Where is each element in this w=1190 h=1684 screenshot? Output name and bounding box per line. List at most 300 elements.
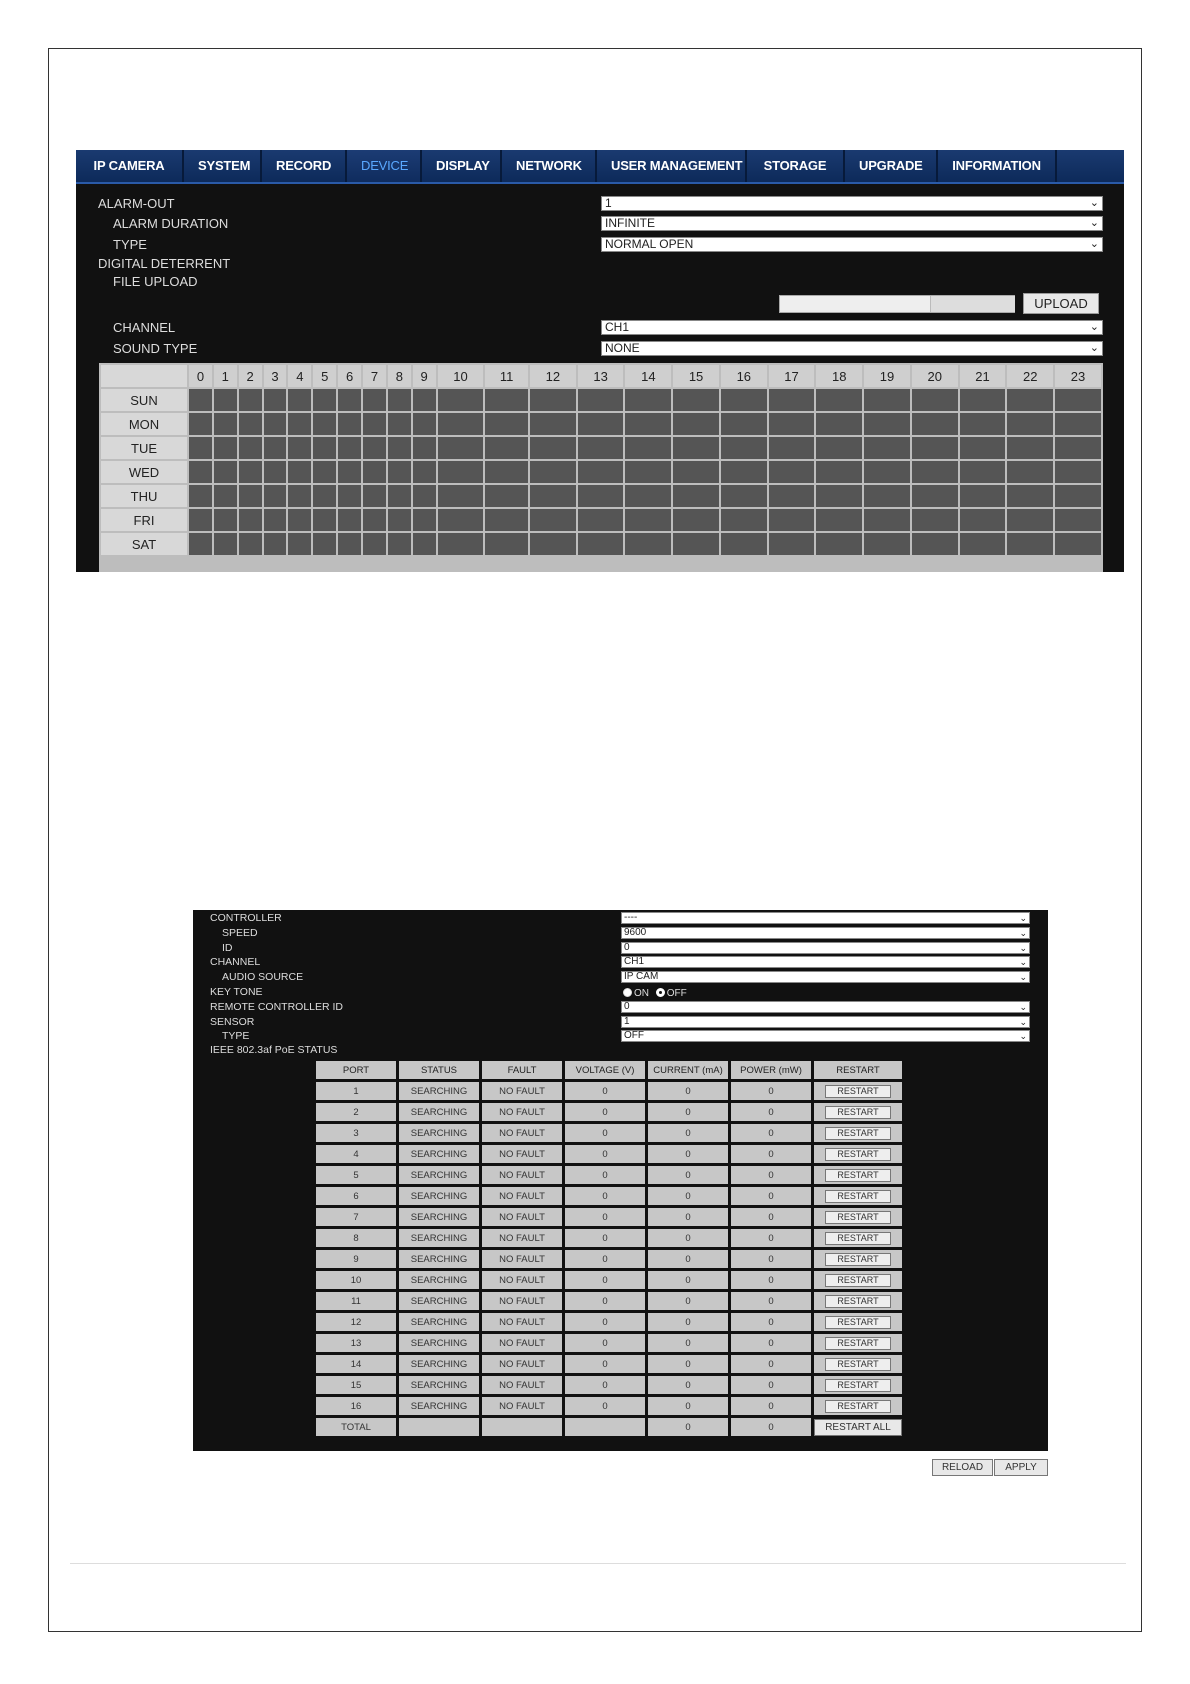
schedule-cell[interactable] bbox=[673, 485, 719, 507]
schedule-cell[interactable] bbox=[769, 389, 815, 411]
schedule-day-label[interactable]: TUE bbox=[101, 437, 187, 459]
schedule-cell[interactable] bbox=[530, 461, 576, 483]
schedule-cell[interactable] bbox=[214, 461, 237, 483]
schedule-cell[interactable] bbox=[721, 461, 767, 483]
schedule-cell[interactable] bbox=[1055, 389, 1101, 411]
schedule-cell[interactable] bbox=[288, 413, 311, 435]
schedule-cell[interactable] bbox=[214, 437, 237, 459]
poe-total-empty bbox=[482, 1418, 562, 1436]
schedule-cell[interactable] bbox=[288, 389, 311, 411]
restart-port-button[interactable]: RESTART bbox=[825, 1232, 891, 1245]
poe-restart-cell bbox=[814, 1355, 902, 1373]
restart-port-button[interactable]: RESTART bbox=[825, 1358, 891, 1371]
poe-power-cell: 0 bbox=[731, 1292, 811, 1310]
schedule-cell[interactable] bbox=[413, 461, 436, 483]
sensor-type-select[interactable] bbox=[621, 1030, 1030, 1042]
schedule-hour-header[interactable]: 18 bbox=[816, 365, 862, 387]
schedule-cell[interactable] bbox=[239, 413, 262, 435]
alarm-duration-value: INFINITE bbox=[605, 216, 655, 230]
poe-voltage-cell: 0 bbox=[565, 1124, 645, 1142]
schedule-cell[interactable] bbox=[912, 389, 958, 411]
tab-upgrade[interactable]: UPGRADE bbox=[845, 150, 938, 182]
restart-port-button[interactable]: RESTART bbox=[825, 1316, 891, 1329]
schedule-hour-header[interactable]: 11 bbox=[485, 365, 528, 387]
schedule-cell[interactable] bbox=[864, 533, 910, 555]
schedule-cell[interactable] bbox=[1007, 389, 1053, 411]
schedule-hour-header[interactable]: 22 bbox=[1007, 365, 1053, 387]
schedule-cell[interactable] bbox=[413, 437, 436, 459]
schedule-hour-header[interactable]: 3 bbox=[264, 365, 287, 387]
tab-display[interactable]: DISPLAY bbox=[422, 150, 502, 182]
schedule-cell[interactable] bbox=[912, 413, 958, 435]
schedule-cell[interactable] bbox=[721, 389, 767, 411]
schedule-cell[interactable] bbox=[214, 533, 237, 555]
type-select[interactable] bbox=[601, 237, 1103, 252]
restart-port-button[interactable]: RESTART bbox=[825, 1400, 891, 1413]
schedule-cell[interactable] bbox=[769, 533, 815, 555]
schedule-cell[interactable] bbox=[864, 509, 910, 531]
schedule-cell[interactable] bbox=[578, 413, 624, 435]
schedule-cell[interactable] bbox=[338, 485, 361, 507]
schedule-cell[interactable] bbox=[363, 413, 386, 435]
schedule-cell[interactable] bbox=[363, 461, 386, 483]
schedule-cell[interactable] bbox=[673, 437, 719, 459]
schedule-cell[interactable] bbox=[189, 533, 212, 555]
tab-network[interactable]: NETWORK bbox=[502, 150, 597, 182]
schedule-cell[interactable] bbox=[864, 437, 910, 459]
key-tone-on-radio[interactable] bbox=[623, 988, 632, 997]
channel-label-2: CHANNEL bbox=[210, 956, 261, 968]
schedule-cell[interactable] bbox=[438, 461, 484, 483]
schedule-cell[interactable] bbox=[338, 509, 361, 531]
schedule-cell[interactable] bbox=[485, 437, 528, 459]
schedule-cell[interactable] bbox=[625, 509, 671, 531]
schedule-cell[interactable] bbox=[960, 437, 1006, 459]
schedule-cell[interactable] bbox=[1007, 437, 1053, 459]
poe-row bbox=[316, 1166, 902, 1184]
channel-value: CH1 bbox=[605, 320, 630, 334]
schedule-cell[interactable] bbox=[214, 509, 237, 531]
schedule-cell[interactable] bbox=[625, 461, 671, 483]
poe-restart-cell bbox=[814, 1082, 902, 1100]
schedule-hour-header[interactable]: 9 bbox=[413, 365, 436, 387]
schedule-cell[interactable] bbox=[816, 437, 862, 459]
file-path-input[interactable] bbox=[779, 295, 1015, 313]
schedule-cell[interactable] bbox=[189, 509, 212, 531]
schedule-cell[interactable] bbox=[338, 437, 361, 459]
schedule-cell[interactable] bbox=[485, 485, 528, 507]
schedule-cell[interactable] bbox=[1055, 413, 1101, 435]
schedule-cell[interactable] bbox=[214, 389, 237, 411]
sensor-select[interactable] bbox=[621, 1016, 1030, 1028]
schedule-cell[interactable] bbox=[673, 533, 719, 555]
schedule-cell[interactable] bbox=[1055, 485, 1101, 507]
schedule-cell[interactable] bbox=[530, 509, 576, 531]
schedule-day-label[interactable]: THU bbox=[101, 485, 187, 507]
schedule-cell[interactable] bbox=[485, 461, 528, 483]
apply-button[interactable]: APPLY bbox=[994, 1459, 1048, 1476]
id-value: 0 bbox=[624, 942, 630, 953]
schedule-cell[interactable] bbox=[816, 509, 862, 531]
schedule-cell[interactable] bbox=[912, 485, 958, 507]
schedule-cell[interactable] bbox=[413, 485, 436, 507]
schedule-hour-header[interactable]: 16 bbox=[721, 365, 767, 387]
schedule-cell[interactable] bbox=[673, 389, 719, 411]
poe-total-current: 0 bbox=[648, 1418, 728, 1436]
restart-port-button[interactable]: RESTART bbox=[825, 1274, 891, 1287]
schedule-cell[interactable] bbox=[816, 461, 862, 483]
schedule-cell[interactable] bbox=[530, 413, 576, 435]
schedule-cell[interactable] bbox=[363, 389, 386, 411]
schedule-cell[interactable] bbox=[264, 413, 287, 435]
schedule-cell[interactable] bbox=[673, 509, 719, 531]
schedule-cell[interactable] bbox=[438, 533, 484, 555]
poe-status-label: IEEE 802.3af PoE STATUS bbox=[210, 1044, 338, 1056]
channel-select-2[interactable] bbox=[621, 956, 1030, 968]
schedule-hour-header[interactable]: 1 bbox=[214, 365, 237, 387]
schedule-cell[interactable] bbox=[625, 485, 671, 507]
poe-restart-cell bbox=[814, 1229, 902, 1247]
poe-row bbox=[316, 1145, 902, 1163]
schedule-day-label[interactable]: MON bbox=[101, 413, 187, 435]
schedule-cell[interactable] bbox=[338, 461, 361, 483]
schedule-cell[interactable] bbox=[912, 461, 958, 483]
schedule-cell[interactable] bbox=[864, 461, 910, 483]
schedule-cell[interactable] bbox=[1055, 533, 1101, 555]
schedule-cell[interactable] bbox=[673, 413, 719, 435]
poe-status-cell: SEARCHING bbox=[399, 1145, 479, 1163]
schedule-cell[interactable] bbox=[960, 413, 1006, 435]
poe-voltage-cell: 0 bbox=[565, 1082, 645, 1100]
schedule-cell[interactable] bbox=[912, 533, 958, 555]
alarm-duration-label: ALARM DURATION bbox=[113, 216, 229, 231]
schedule-hour-header[interactable]: 0 bbox=[189, 365, 212, 387]
schedule-cell[interactable] bbox=[1055, 509, 1101, 531]
schedule-cell[interactable] bbox=[288, 485, 311, 507]
schedule-cell[interactable] bbox=[625, 533, 671, 555]
schedule-cell[interactable] bbox=[313, 437, 336, 459]
tab-device[interactable]: DEVICE bbox=[347, 150, 422, 182]
schedule-cell[interactable] bbox=[1055, 461, 1101, 483]
schedule-cell[interactable] bbox=[673, 461, 719, 483]
schedule-cell[interactable] bbox=[530, 485, 576, 507]
tab-system[interactable]: SYSTEM bbox=[184, 150, 262, 182]
schedule-cell[interactable] bbox=[264, 461, 287, 483]
schedule-cell[interactable] bbox=[239, 533, 262, 555]
schedule-cell[interactable] bbox=[313, 533, 336, 555]
schedule-day-label[interactable]: SAT bbox=[101, 533, 187, 555]
schedule-cell[interactable] bbox=[864, 389, 910, 411]
schedule-cell[interactable] bbox=[288, 461, 311, 483]
channel-value-2: CH1 bbox=[624, 956, 645, 967]
poe-column-header: CURRENT (mA) bbox=[648, 1061, 728, 1079]
poe-total-empty bbox=[399, 1418, 479, 1436]
schedule-cell[interactable] bbox=[1007, 413, 1053, 435]
schedule-cell[interactable] bbox=[438, 413, 484, 435]
poe-row bbox=[316, 1124, 902, 1142]
schedule-cell[interactable] bbox=[816, 485, 862, 507]
upload-button[interactable]: UPLOAD bbox=[1023, 293, 1099, 314]
schedule-cell[interactable] bbox=[288, 509, 311, 531]
tab-bar bbox=[76, 150, 1124, 184]
schedule-cell[interactable] bbox=[769, 413, 815, 435]
poe-fault-cell: NO FAULT bbox=[482, 1229, 562, 1247]
schedule-day-label[interactable]: WED bbox=[101, 461, 187, 483]
schedule-cell[interactable] bbox=[721, 509, 767, 531]
schedule-cell[interactable] bbox=[721, 413, 767, 435]
schedule-cell[interactable] bbox=[338, 533, 361, 555]
key-tone-radio-group bbox=[623, 988, 687, 999]
schedule-cell[interactable] bbox=[264, 389, 287, 411]
schedule-cell[interactable] bbox=[189, 389, 212, 411]
schedule-cell[interactable] bbox=[438, 485, 484, 507]
schedule-cell[interactable] bbox=[769, 461, 815, 483]
schedule-cell[interactable] bbox=[388, 413, 411, 435]
schedule-cell[interactable] bbox=[578, 533, 624, 555]
chevron-down-icon: ⌄ bbox=[1089, 238, 1099, 250]
schedule-hour-header[interactable]: 8 bbox=[388, 365, 411, 387]
channel-select[interactable] bbox=[601, 320, 1103, 335]
schedule-cell[interactable] bbox=[816, 389, 862, 411]
poe-total-empty bbox=[565, 1418, 645, 1436]
schedule-hour-header[interactable]: 5 bbox=[313, 365, 336, 387]
schedule-cell[interactable] bbox=[530, 437, 576, 459]
schedule-cell[interactable] bbox=[864, 485, 910, 507]
schedule-cell[interactable] bbox=[960, 509, 1006, 531]
schedule-cell[interactable] bbox=[189, 437, 212, 459]
chevron-down-icon: ⌄ bbox=[1089, 217, 1099, 229]
schedule-cell[interactable] bbox=[960, 485, 1006, 507]
schedule-cell[interactable] bbox=[189, 461, 212, 483]
schedule-cell[interactable] bbox=[388, 389, 411, 411]
schedule-hour-header[interactable]: 6 bbox=[338, 365, 361, 387]
schedule-cell[interactable] bbox=[960, 461, 1006, 483]
poe-current-cell: 0 bbox=[648, 1250, 728, 1268]
schedule-cell[interactable] bbox=[721, 437, 767, 459]
schedule-cell[interactable] bbox=[264, 485, 287, 507]
schedule-cell[interactable] bbox=[816, 533, 862, 555]
poe-port-cell: 10 bbox=[316, 1271, 396, 1289]
schedule-cell[interactable] bbox=[413, 533, 436, 555]
schedule-hour-header[interactable]: 4 bbox=[288, 365, 311, 387]
schedule-cell[interactable] bbox=[485, 389, 528, 411]
poe-fault-cell: NO FAULT bbox=[482, 1271, 562, 1289]
schedule-cell[interactable] bbox=[288, 437, 311, 459]
schedule-cell[interactable] bbox=[363, 437, 386, 459]
poe-column-header: POWER (mW) bbox=[731, 1061, 811, 1079]
schedule-cell[interactable] bbox=[912, 437, 958, 459]
schedule-cell[interactable] bbox=[214, 413, 237, 435]
schedule-cell[interactable] bbox=[912, 509, 958, 531]
restart-port-button[interactable]: RESTART bbox=[825, 1190, 891, 1203]
schedule-cell[interactable] bbox=[485, 413, 528, 435]
schedule-cell[interactable] bbox=[313, 413, 336, 435]
restart-port-button[interactable]: RESTART bbox=[825, 1337, 891, 1350]
poe-current-cell: 0 bbox=[648, 1124, 728, 1142]
restart-port-button[interactable]: RESTART bbox=[825, 1295, 891, 1308]
schedule-cell[interactable] bbox=[485, 533, 528, 555]
chevron-down-icon: ⌄ bbox=[1019, 1017, 1027, 1027]
restart-port-button[interactable]: RESTART bbox=[825, 1379, 891, 1392]
schedule-cell[interactable] bbox=[413, 413, 436, 435]
schedule-cell[interactable] bbox=[264, 533, 287, 555]
schedule-cell[interactable] bbox=[721, 533, 767, 555]
restart-port-button[interactable]: RESTART bbox=[825, 1148, 891, 1161]
schedule-cell[interactable] bbox=[578, 485, 624, 507]
schedule-hour-header[interactable]: 2 bbox=[239, 365, 262, 387]
schedule-hour-header[interactable]: 23 bbox=[1055, 365, 1101, 387]
schedule-hour-header[interactable]: 14 bbox=[625, 365, 671, 387]
remote-controller-id-select[interactable] bbox=[621, 1001, 1030, 1013]
schedule-cell[interactable] bbox=[625, 389, 671, 411]
alarm-out-select[interactable] bbox=[601, 196, 1103, 211]
poe-restart-cell bbox=[814, 1250, 902, 1268]
tab-user-management[interactable]: USER MANAGEMENT bbox=[597, 150, 747, 182]
schedule-cell[interactable] bbox=[388, 437, 411, 459]
schedule-cell[interactable] bbox=[578, 389, 624, 411]
key-tone-off-radio[interactable] bbox=[656, 988, 665, 997]
schedule-cell[interactable] bbox=[438, 437, 484, 459]
poe-voltage-cell: 0 bbox=[565, 1166, 645, 1184]
poe-current-cell: 0 bbox=[648, 1229, 728, 1247]
schedule-cell[interactable] bbox=[313, 389, 336, 411]
tab-storage[interactable]: STORAGE bbox=[747, 150, 845, 182]
schedule-cell[interactable] bbox=[578, 461, 624, 483]
schedule-cell[interactable] bbox=[363, 509, 386, 531]
poe-power-cell: 0 bbox=[731, 1229, 811, 1247]
schedule-day-label[interactable]: FRI bbox=[101, 509, 187, 531]
schedule-cell[interactable] bbox=[189, 485, 212, 507]
schedule-cell[interactable] bbox=[438, 509, 484, 531]
schedule-hour-header[interactable]: 17 bbox=[769, 365, 815, 387]
schedule-cell[interactable] bbox=[313, 509, 336, 531]
schedule-hour-header[interactable]: 15 bbox=[673, 365, 719, 387]
schedule-cell[interactable] bbox=[338, 389, 361, 411]
tab-information[interactable]: INFORMATION bbox=[938, 150, 1057, 182]
schedule-cell[interactable] bbox=[313, 461, 336, 483]
schedule-cell[interactable] bbox=[769, 485, 815, 507]
sound-type-select[interactable] bbox=[601, 341, 1103, 356]
poe-fault-cell: NO FAULT bbox=[482, 1187, 562, 1205]
restart-all-button[interactable]: RESTART ALL bbox=[814, 1419, 902, 1436]
schedule-cell[interactable] bbox=[530, 389, 576, 411]
schedule-cell[interactable] bbox=[625, 437, 671, 459]
schedule-cell[interactable] bbox=[388, 533, 411, 555]
restart-port-button[interactable]: RESTART bbox=[825, 1253, 891, 1266]
schedule-hour-header[interactable]: 10 bbox=[438, 365, 484, 387]
schedule-cell[interactable] bbox=[960, 389, 1006, 411]
schedule-cell[interactable] bbox=[769, 437, 815, 459]
schedule-hour-header[interactable]: 7 bbox=[363, 365, 386, 387]
schedule-cell[interactable] bbox=[288, 533, 311, 555]
poe-voltage-cell: 0 bbox=[565, 1397, 645, 1415]
schedule-cell[interactable] bbox=[338, 413, 361, 435]
restart-port-button[interactable]: RESTART bbox=[825, 1106, 891, 1119]
schedule-cell[interactable] bbox=[816, 413, 862, 435]
schedule-cell[interactable] bbox=[239, 509, 262, 531]
poe-fault-cell: NO FAULT bbox=[482, 1292, 562, 1310]
restart-port-button[interactable]: RESTART bbox=[825, 1127, 891, 1140]
tab-record[interactable]: RECORD bbox=[262, 150, 347, 182]
schedule-cell[interactable] bbox=[864, 413, 910, 435]
schedule-cell[interactable] bbox=[578, 509, 624, 531]
schedule-cell[interactable] bbox=[388, 461, 411, 483]
poe-voltage-cell: 0 bbox=[565, 1103, 645, 1121]
poe-power-cell: 0 bbox=[731, 1376, 811, 1394]
id-select[interactable] bbox=[621, 942, 1030, 954]
schedule-cell[interactable] bbox=[485, 509, 528, 531]
schedule-cell[interactable] bbox=[264, 509, 287, 531]
schedule-cell[interactable] bbox=[363, 533, 386, 555]
audio-source-select[interactable] bbox=[621, 971, 1030, 983]
alarm-duration-select[interactable] bbox=[601, 216, 1103, 231]
restart-port-button[interactable]: RESTART bbox=[825, 1085, 891, 1098]
schedule-cell[interactable] bbox=[721, 485, 767, 507]
schedule-cell[interactable] bbox=[438, 389, 484, 411]
poe-column-header: FAULT bbox=[482, 1061, 562, 1079]
schedule-cell[interactable] bbox=[239, 437, 262, 459]
schedule-cell[interactable] bbox=[1007, 509, 1053, 531]
schedule-hour-header[interactable]: 19 bbox=[864, 365, 910, 387]
schedule-day-label[interactable]: SUN bbox=[101, 389, 187, 411]
speed-select[interactable] bbox=[621, 927, 1030, 939]
schedule-cell[interactable] bbox=[578, 437, 624, 459]
schedule-cell[interactable] bbox=[313, 485, 336, 507]
schedule-cell[interactable] bbox=[1007, 533, 1053, 555]
schedule-cell[interactable] bbox=[363, 485, 386, 507]
schedule-hour-header[interactable]: 13 bbox=[578, 365, 624, 387]
schedule-cell[interactable] bbox=[239, 461, 262, 483]
reload-button[interactable]: RELOAD bbox=[932, 1459, 993, 1476]
schedule-cell[interactable] bbox=[530, 533, 576, 555]
schedule-cell[interactable] bbox=[1055, 437, 1101, 459]
schedule-cell[interactable] bbox=[388, 509, 411, 531]
schedule-cell[interactable] bbox=[264, 437, 287, 459]
poe-status-table bbox=[313, 1058, 905, 1439]
schedule-cell[interactable] bbox=[769, 509, 815, 531]
schedule-hour-header[interactable]: 21 bbox=[960, 365, 1006, 387]
schedule-cell[interactable] bbox=[1007, 485, 1053, 507]
poe-restart-cell bbox=[814, 1334, 902, 1352]
poe-status-cell: SEARCHING bbox=[399, 1229, 479, 1247]
schedule-cell[interactable] bbox=[960, 533, 1006, 555]
tab-ip-camera[interactable]: IP CAMERA bbox=[76, 150, 184, 182]
type-label: TYPE bbox=[113, 237, 147, 252]
schedule-hour-header[interactable]: 12 bbox=[530, 365, 576, 387]
controller-select[interactable] bbox=[621, 912, 1030, 924]
schedule-cell[interactable] bbox=[388, 485, 411, 507]
key-tone-on-label: ON bbox=[634, 988, 649, 999]
restart-port-button[interactable]: RESTART bbox=[825, 1169, 891, 1182]
schedule-cell[interactable] bbox=[239, 485, 262, 507]
poe-restart-cell bbox=[814, 1187, 902, 1205]
schedule-cell[interactable] bbox=[189, 413, 212, 435]
schedule-cell[interactable] bbox=[625, 413, 671, 435]
poe-row bbox=[316, 1208, 902, 1226]
schedule-cell[interactable] bbox=[214, 485, 237, 507]
browse-button[interactable] bbox=[930, 296, 1015, 312]
restart-port-button[interactable]: RESTART bbox=[825, 1211, 891, 1224]
schedule-cell[interactable] bbox=[239, 389, 262, 411]
schedule-cell[interactable] bbox=[413, 389, 436, 411]
schedule-cell[interactable] bbox=[413, 509, 436, 531]
poe-row bbox=[316, 1376, 902, 1394]
audio-source-label: AUDIO SOURCE bbox=[222, 971, 304, 983]
poe-status-cell: SEARCHING bbox=[399, 1376, 479, 1394]
schedule-cell[interactable] bbox=[1007, 461, 1053, 483]
poe-port-cell: 1 bbox=[316, 1082, 396, 1100]
schedule-hour-header[interactable]: 20 bbox=[912, 365, 958, 387]
